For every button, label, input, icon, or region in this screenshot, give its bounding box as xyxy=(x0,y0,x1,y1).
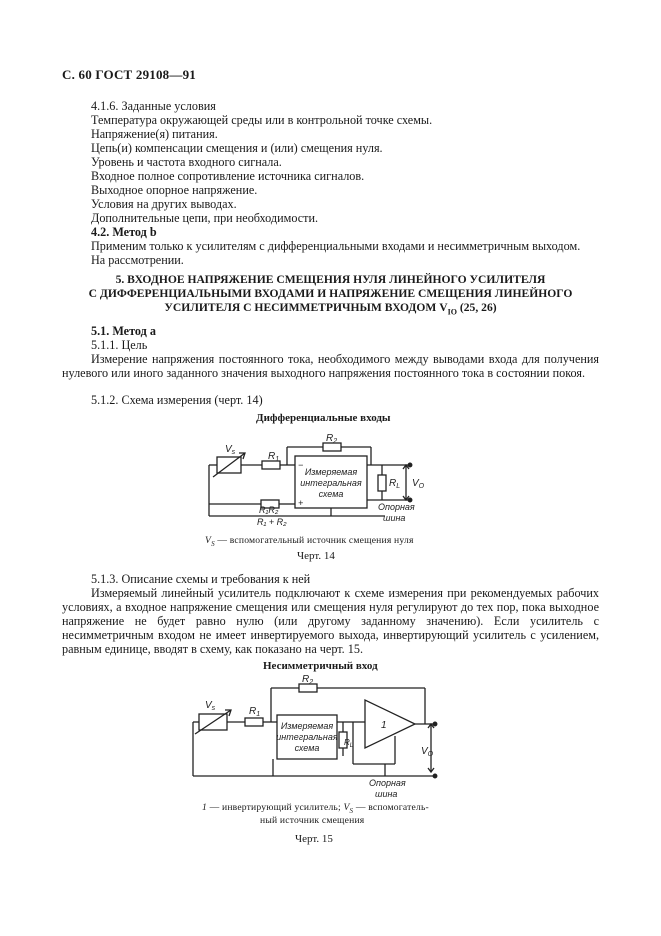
legend-num: 1 xyxy=(202,802,207,813)
condition-line: Цепь(и) компенсации смещения и (или) смещения нуля. xyxy=(91,141,383,155)
fig15-amp-label: 1 xyxy=(381,720,387,731)
fig15-legend-line2: ный источник смещения xyxy=(260,815,365,826)
fig15-bus-line1: Опорная xyxy=(369,778,406,788)
fig15-box-line2: интегральная xyxy=(276,732,338,742)
fig14-legend xyxy=(205,535,414,548)
fig15-box-line1: Измеряемая xyxy=(280,721,334,731)
section-513-text xyxy=(62,586,599,656)
section-511-title: 5.1.1. Цель xyxy=(91,338,148,352)
fig14-caption: Черт. 14 xyxy=(297,550,335,562)
section-416-title: 4.1.6. Заданные условия xyxy=(91,99,216,113)
condition-line: Выходное опорное напряжение. xyxy=(91,183,258,197)
section-5-title-line1: 5. ВХОДНОЕ НАПРЯЖЕНИЕ СМЕЩЕНИЯ НУЛЯ ЛИНЕЙНОГО УСИЛИТЕЛЯ xyxy=(115,273,546,286)
title-ref: (25, 26) xyxy=(457,301,497,314)
section-42-line2: На рассмотрении. xyxy=(91,253,184,267)
section-512-title: 5.1.2. Схема измерения (черт. 14) xyxy=(91,393,263,407)
legend-symbol: V xyxy=(205,535,212,546)
condition-line: Температура окружающей среды или в контрольной точке схемы. xyxy=(91,113,433,127)
section-513-paragraph: Измеряемый линейный усилитель подключают к схеме измерения при рекомендуемых рабочих условиях, а входное напряжение смещения или смещения нуля регулируют до тех пор, пока выходное напряжение не будет равно нулю (или другому заданному значению). Если усилитель с несимметричным входом не имеет инвертируемого выхода, инвертирующий усилитель с усилением, равным единице, вводят в схему, как показано на черт. 15. xyxy=(62,586,599,656)
page-header: С. 60 ГОСТ 29108—91 xyxy=(62,67,196,82)
fig14-box-line3: схема xyxy=(318,489,344,499)
legend-text: — инвертирующий усилитель; xyxy=(207,802,344,813)
fig15-rl-label: $R_L$ xyxy=(344,738,354,749)
fig15-box-line3: схема xyxy=(294,743,320,753)
fig14-box-line1: Измеряемая xyxy=(304,467,358,477)
title-text: УСИЛИТЕЛЯ С НЕСИММЕТРИЧНЫМ ВХОДОМ V xyxy=(164,301,448,314)
fig15-title: Несимметричный вход xyxy=(263,660,378,672)
fig14-diagram xyxy=(195,428,445,534)
section-511-text xyxy=(62,352,599,380)
fig15-diagram xyxy=(185,672,445,802)
fig15-vo-label: $V_O$ xyxy=(421,746,434,758)
fig15-r1-label: $R_1$ xyxy=(249,706,261,718)
fig14-r1-label: $R_1$ xyxy=(268,451,280,463)
fig14-title: Дифференциальные входы xyxy=(256,412,391,424)
fig15-vs-label: $V_s$ xyxy=(205,700,216,712)
fig14-rl-label: $R_L$ xyxy=(389,478,401,490)
fig14-bus-line2: шина xyxy=(383,513,406,523)
fig14-vs-label: $V_s$ xyxy=(225,444,236,456)
title-subscript: IO xyxy=(447,307,457,317)
legend-sub: S xyxy=(349,806,354,815)
section-42-line1: Применим только к усилителям с дифференциальными входами и несимметричным выходом. xyxy=(91,239,581,253)
fig14-frac-num: R₁R₂ xyxy=(259,505,279,515)
fig15-bus-line2: шина xyxy=(375,789,398,799)
condition-line: Уровень и частота входного сигнала. xyxy=(91,155,282,169)
fig14-box-line2: интегральная xyxy=(300,478,362,488)
fig14-bus-line1: Опорная xyxy=(378,502,415,512)
section-5-title-line3 xyxy=(62,301,599,319)
section-51-title: 5.1. Метод a xyxy=(91,324,156,338)
section-42-title: 4.2. Метод b xyxy=(91,225,157,239)
fig14-r2-label: $R_2$ xyxy=(326,433,338,445)
condition-line: Условия на других выводах. xyxy=(91,197,237,211)
fig14-vo-label: $V_O$ xyxy=(412,478,425,490)
fig14-frac-den: R₁ + R₂ xyxy=(257,517,287,527)
section-513-title: 5.1.3. Описание схемы и требования к ней xyxy=(91,572,311,586)
legend-text-end: — вспомогатель- xyxy=(353,802,429,813)
fig15-legend-line1 xyxy=(202,802,429,815)
legend-sub: S xyxy=(211,539,215,548)
fig14-plus: + xyxy=(298,498,304,508)
legend-text: — вспомогательный источник смещения нуля xyxy=(214,535,414,546)
condition-line: Входное полное сопротивление источника сигналов. xyxy=(91,169,365,183)
condition-line: Напряжение(я) питания. xyxy=(91,127,218,141)
fig15-r2-label: $R_2$ xyxy=(302,674,314,686)
fig14-minus: − xyxy=(298,460,304,470)
fig15-caption: Черт. 15 xyxy=(295,833,333,845)
condition-line: Дополнительные цепи, при необходимости. xyxy=(91,211,319,225)
section-511-paragraph: Измерение напряжения постоянного тока, необходимого между выводами входа для получения нулевого или иного заданного значения выходного напряжения постоянного тока в состоянии покоя. xyxy=(62,352,599,380)
section-5-title-line2: С ДИФФЕРЕНЦИАЛЬНЫМИ ВХОДАМИ И НАПРЯЖЕНИЕ СМЕЩЕНИЯ ЛИНЕЙНОГО xyxy=(88,287,573,300)
legend-symbol: V xyxy=(343,802,350,813)
